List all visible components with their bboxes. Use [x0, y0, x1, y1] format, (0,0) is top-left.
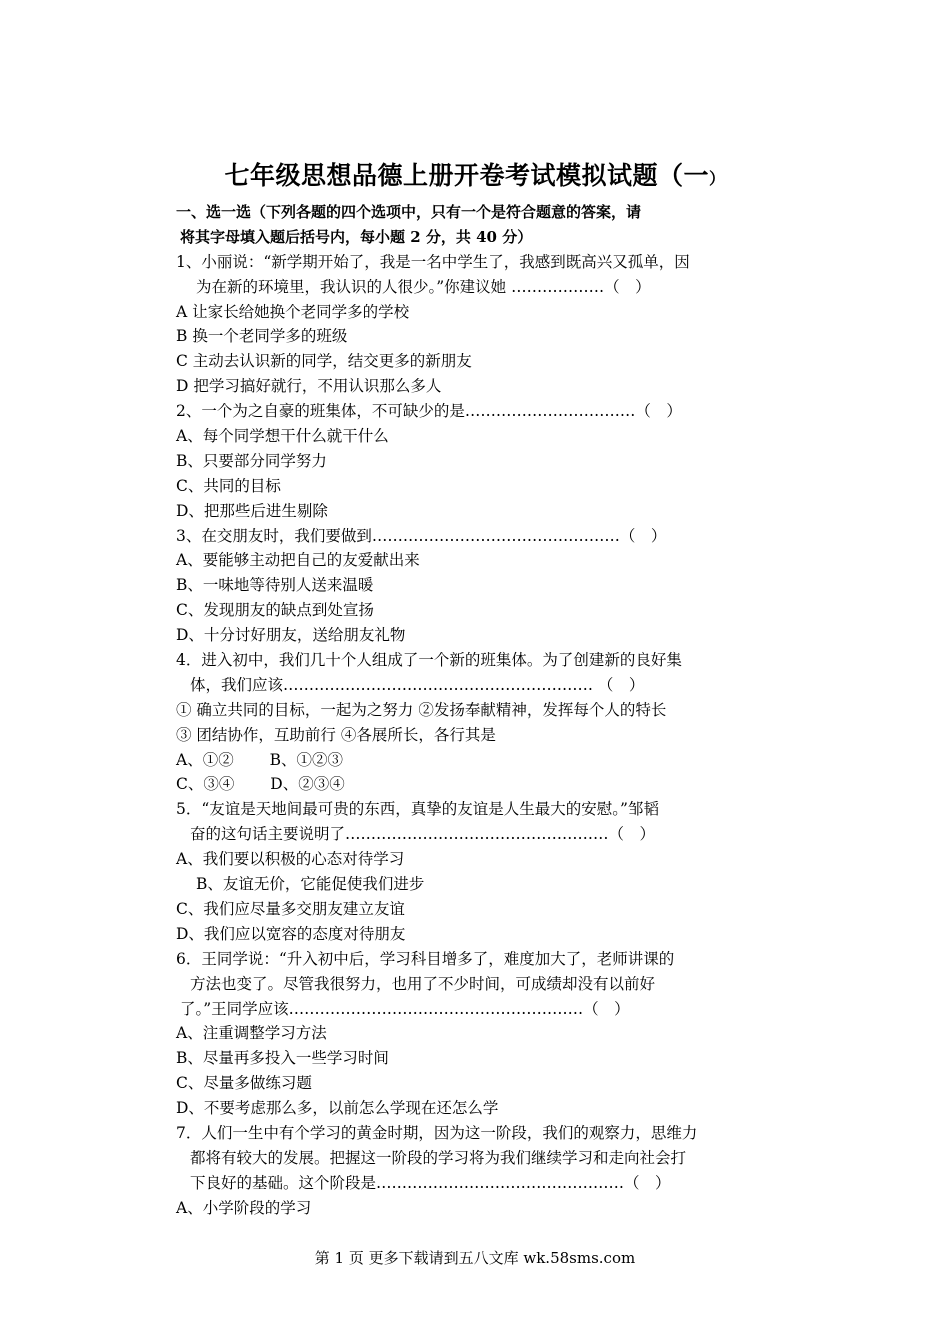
text-line: A、我们要以积极的心态对待学习: [176, 850, 405, 869]
text-line: 方法也变了。尽管我很努力，也用了不少时间，可成绩却没有以前好: [190, 974, 656, 993]
text-line: B、只要部分同学努力: [176, 451, 327, 470]
text-line: B、尽量再多投入一些学习时间: [176, 1049, 389, 1068]
page-footer: 第 1 页 更多下载请到五八文库 wk.58sms.com: [314, 1249, 636, 1267]
text-line: 2、一个为之自豪的班集体，不可缺少的是……………………………（ ）: [176, 402, 682, 421]
text-line: 了。”王同学应该…………………………………………………（ ）: [180, 999, 630, 1018]
text-line: 都将有较大的发展。把握这一阶段的学习将为我们继续学习和走向社会打: [190, 1148, 687, 1167]
text-line: 7．人们一生中有个学习的黄金时期，因为这一阶段，我们的观察力，思维力: [176, 1123, 698, 1142]
text-line: A、注重调整学习方法: [176, 1024, 327, 1043]
text-line: B、友谊无价，它能促使我们进步: [196, 875, 425, 894]
text-line: D、把那些后进生剔除: [176, 501, 328, 520]
text-line: 为在新的环境里，我认识的人很少。”你建议她 ………………（ ）: [196, 277, 651, 296]
text-line: 奋的这句话主要说明了……………………………………………（ ）: [190, 825, 656, 844]
text-line: A、①② B、①②③: [176, 750, 344, 769]
text-line: 6．王同学说：“升入初中后，学习科目增多了，难度加大了，老师讲课的: [176, 949, 675, 968]
text-line: 体，我们应该…………………………………………………… （ ）: [190, 675, 645, 694]
text-line: C、③④ D、②③④: [176, 775, 345, 794]
text-line: 一、选一选（下列各题的四个选项中，只有一个是符合题意的答案，请: [176, 203, 642, 221]
text-line: ① 确立共同的目标，一起为之努力 ②发扬奉献精神，发挥每个人的特长: [176, 700, 667, 719]
text-line: D、我们应以宽容的态度对待朋友: [176, 924, 406, 943]
text-line: C、发现朋友的缺点到处宣扬: [176, 601, 374, 620]
text-line: A、要能够主动把自己的友爱献出来: [176, 551, 420, 570]
text-line: 4．进入初中，我们几十个人组成了一个新的班集体。为了创建新的良好集: [176, 651, 682, 670]
text-line: B、一味地等待别人送来温暖: [176, 576, 374, 595]
text-line: A、小学阶段的学习: [176, 1198, 312, 1217]
text-line: D、十分讨好朋友，送给朋友礼物: [176, 626, 406, 645]
text-line: A、每个同学想干什么就干什么: [176, 427, 389, 446]
text-line: 1、小丽说：“新学期开始了，我是一名中学生了，我感到既高兴又孤单，因: [176, 252, 690, 271]
text-line: 5．“友谊是天地间最可贵的东西，真挚的友谊是人生最大的安慰。”邹韬: [176, 800, 659, 819]
page-title: 七年级思想品德上册开卷考试模拟试题（一）: [224, 161, 726, 190]
text-line: C、尽量多做练习题: [176, 1074, 312, 1093]
text-line: A 让家长给她换个老同学多的学校: [176, 302, 410, 321]
text-line: C 主动去认识新的同学，结交更多的新朋友: [176, 352, 472, 371]
text-line: C、共同的目标: [176, 476, 281, 495]
text-line: D 把学习搞好就行，不用认识那么多人: [176, 377, 442, 396]
text-line: D、不要考虑那么多，以前怎么学现在还怎么学: [176, 1099, 499, 1118]
question-list: [176, 200, 776, 1221]
text-line: C、我们应尽量多交朋友建立友谊: [176, 899, 405, 918]
text-line: ③ 团结协作，互助前行 ④各展所长，各行其是: [176, 725, 496, 744]
text-line: 3、在交朋友时，我们要做到…………………………………………（ ）: [176, 526, 667, 545]
text-line: B 换一个老同学多的班级: [176, 327, 348, 346]
text-line: 下良好的基础。这个阶段是…………………………………………（ ）: [190, 1173, 671, 1192]
text-line: 将其字母填入题后括号内，每小题 2 分，共 40 分）: [180, 227, 533, 246]
